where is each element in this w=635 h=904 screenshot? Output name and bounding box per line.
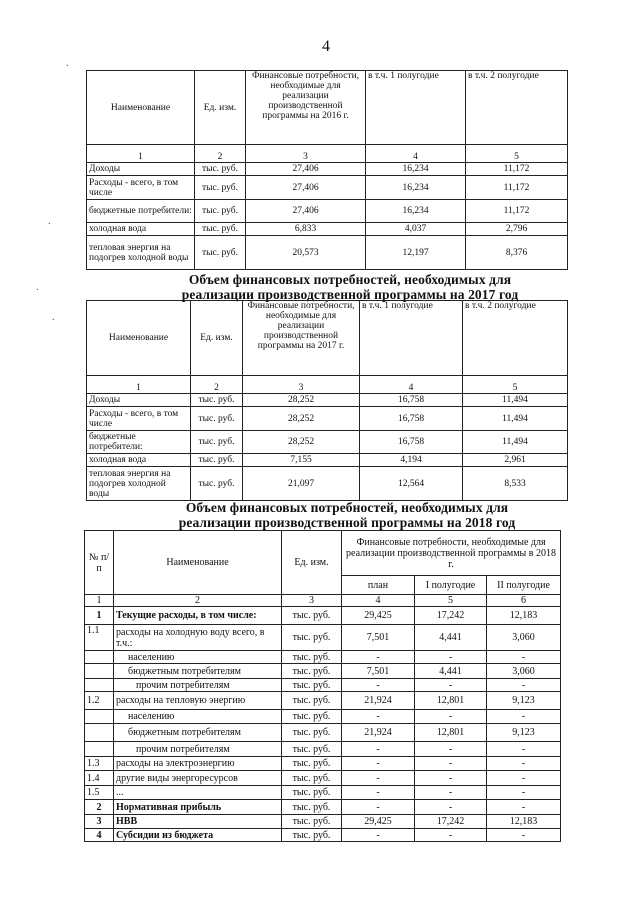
row-value: 11,172 [466,163,568,176]
row-value: - [415,771,487,786]
row-value: 16,758 [360,394,463,407]
row-value: 6,833 [246,223,366,236]
table-2018 [84,530,561,842]
row-num: 1.5 [85,786,114,800]
row-value: 4,194 [360,454,463,467]
row-value: 11,494 [463,407,568,431]
header-name: Наименование [114,531,282,595]
row-value: 12,197 [366,236,466,270]
header-half-2: II полугодие [487,576,561,595]
row-label: холодная вода [87,454,191,467]
header-finance: Финансовые потребности, необходимые для реализации производственной программы на 2017 г. [243,301,360,376]
table-row [85,692,561,710]
row-value: 2,796 [466,223,568,236]
table-row [85,771,561,786]
row-value: 2,961 [463,454,568,467]
row-value: - [487,710,561,724]
row-unit: тыс. руб. [282,786,342,800]
row-value: - [342,651,415,664]
table-row [85,607,561,625]
row-num [85,724,114,742]
table-header-row [85,531,561,576]
row-label: тепловая энергия на подогрев холодной воды [87,467,191,501]
row-unit: тыс. руб. [191,407,243,431]
row-unit: тыс. руб. [282,724,342,742]
header-half-1: в т.ч. 1 полугодие [366,71,466,145]
row-value: - [487,742,561,757]
row-unit: тыс. руб. [191,467,243,501]
row-num [85,742,114,757]
page-number: 4 [322,38,330,55]
row-num: 1.2 [85,692,114,710]
row-value: 8,376 [466,236,568,270]
table-row [85,815,561,829]
row-label: тепловая энергия на подогрев холодной воды [87,236,195,270]
row-value: - [487,757,561,771]
row-label: холодная вода [87,223,195,236]
row-unit: тыс. руб. [282,757,342,771]
table-row [85,679,561,692]
row-value: 28,252 [243,407,360,431]
col-number: 2 [114,595,282,607]
row-value: 28,252 [243,431,360,454]
heading-2018: Объем финансовых потребностей, необходимых для реализации производственной программы на 2018 год [178,500,516,530]
row-value: - [415,757,487,771]
table-row [85,724,561,742]
row-num: 3 [85,815,114,829]
row-value: 21,924 [342,724,415,742]
row-value: 9,123 [487,724,561,742]
column-numbers-row [87,376,568,394]
column-numbers-row [85,595,561,607]
row-label: Нормативная прибыль [114,800,282,815]
row-value: - [487,786,561,800]
row-label: Доходы [87,163,195,176]
row-unit: тыс. руб. [195,223,246,236]
row-value: 17,242 [415,607,487,625]
row-value: - [342,800,415,815]
col-number: 5 [415,595,487,607]
row-unit: тыс. руб. [191,454,243,467]
col-number: 2 [191,376,243,394]
row-unit: тыс. руб. [282,815,342,829]
table-row [85,786,561,800]
row-value: - [415,742,487,757]
table-2016 [86,70,568,270]
table-row [87,454,568,467]
col-number: 6 [487,595,561,607]
row-label: другие виды энергоресурсов [114,771,282,786]
row-label: бюджетные потребители: [87,200,195,223]
table-2017 [86,300,568,501]
col-number: 4 [366,145,466,163]
row-value: 7,501 [342,664,415,679]
row-value: 12,183 [487,815,561,829]
row-value: - [342,829,415,842]
row-unit: тыс. руб. [282,651,342,664]
row-value: 29,425 [342,607,415,625]
row-label: ... [114,786,282,800]
row-value: 8,533 [463,467,568,501]
table-header-row [87,71,568,145]
row-num: 1.1 [85,625,114,651]
row-value: 4,441 [415,664,487,679]
row-unit: тыс. руб. [282,771,342,786]
row-unit: тыс. руб. [282,679,342,692]
header-name: Наименование [87,71,195,145]
row-value: - [487,679,561,692]
header-finance: Финансовые потребности, необходимые для реализации производственной программы в 2018 г. [342,531,561,576]
row-unit: тыс. руб. [191,431,243,454]
row-label: Текущие расходы, в том числе: [114,607,282,625]
table-row [87,163,568,176]
scan-speck: . [66,58,69,69]
row-unit: тыс. руб. [282,710,342,724]
row-num: 1 [85,607,114,625]
row-value: - [342,757,415,771]
row-label: Субсидии из бюджета [114,829,282,842]
header-name: Наименование [87,301,191,376]
table-row [85,742,561,757]
row-unit: тыс. руб. [282,800,342,815]
row-label: бюджетным потребителям [114,664,282,679]
row-unit: тыс. руб. [282,692,342,710]
scan-speck: . [36,282,39,293]
row-label: Расходы - всего, в том числе [87,176,195,200]
row-value: - [487,771,561,786]
row-value: 7,501 [342,625,415,651]
table-row [85,710,561,724]
header-half-1: в т.ч. 1 полугодие [360,301,463,376]
scan-speck: . [52,312,55,323]
col-number: 3 [246,145,366,163]
row-num: 1.4 [85,771,114,786]
table-row [87,236,568,270]
row-value: - [342,742,415,757]
table-row [87,431,568,454]
row-label: Доходы [87,394,191,407]
row-value: 20,573 [246,236,366,270]
row-label: расходы на электроэнергию [114,757,282,771]
row-value: - [487,829,561,842]
row-label: расходы на тепловую энергию [114,692,282,710]
row-value: - [342,710,415,724]
table-row [87,394,568,407]
table-row [85,757,561,771]
row-value: 16,234 [366,200,466,223]
row-value: 27,406 [246,200,366,223]
row-value: 16,234 [366,163,466,176]
row-value: 16,758 [360,431,463,454]
row-label: НВВ [114,815,282,829]
col-number: 3 [243,376,360,394]
row-num [85,710,114,724]
header-half-2: в т.ч. 2 полугодие [466,71,568,145]
row-label: прочим потребителям [114,679,282,692]
col-number: 4 [360,376,463,394]
row-label: населению [114,651,282,664]
row-value: 12,801 [415,724,487,742]
col-number: 5 [463,376,568,394]
row-label: прочим потребителям [114,742,282,757]
row-value: 27,406 [246,163,366,176]
table-header-row [87,301,568,376]
row-value: 3,060 [487,664,561,679]
row-unit: тыс. руб. [195,176,246,200]
row-value: 28,252 [243,394,360,407]
row-value: 4,441 [415,625,487,651]
row-value: 11,494 [463,431,568,454]
header-plan: план [342,576,415,595]
row-value: - [342,771,415,786]
row-unit: тыс. руб. [282,664,342,679]
row-num [85,679,114,692]
row-value: - [415,829,487,842]
row-unit: тыс. руб. [282,607,342,625]
row-value: - [487,651,561,664]
table-row [87,200,568,223]
row-value: - [415,800,487,815]
row-num: 1.3 [85,757,114,771]
col-number: 4 [342,595,415,607]
row-num: 4 [85,829,114,842]
header-finance: Финансовые потребности, необходимые для реализации производственной программы на 2016 г. [246,71,366,145]
row-value: 16,758 [360,407,463,431]
header-unit: Ед. изм. [195,71,246,145]
row-unit: тыс. руб. [282,829,342,842]
row-value: 9,123 [487,692,561,710]
row-value: 27,406 [246,176,366,200]
row-value: 21,097 [243,467,360,501]
row-num [85,651,114,664]
row-value: - [487,800,561,815]
table-row [85,651,561,664]
row-value: 4,037 [366,223,466,236]
row-num [85,664,114,679]
row-value: 12,183 [487,607,561,625]
row-label: бюджетные потребители: [87,431,191,454]
table-row [87,407,568,431]
row-unit: тыс. руб. [195,236,246,270]
row-value: 21,924 [342,692,415,710]
row-value: 12,801 [415,692,487,710]
row-value: 11,172 [466,176,568,200]
row-value: 17,242 [415,815,487,829]
row-value: - [415,679,487,692]
scan-speck: . [48,216,51,227]
row-value: 3,060 [487,625,561,651]
table-row [87,467,568,501]
table-row [85,625,561,651]
col-number: 5 [466,145,568,163]
row-value: 7,155 [243,454,360,467]
table-row [85,800,561,815]
col-number: 1 [87,145,195,163]
row-value: - [415,651,487,664]
col-number: 3 [282,595,342,607]
row-label: населению [114,710,282,724]
row-value: 12,564 [360,467,463,501]
row-value: - [342,786,415,800]
row-num: 2 [85,800,114,815]
row-value: 16,234 [366,176,466,200]
row-unit: тыс. руб. [282,625,342,651]
column-numbers-row [87,145,568,163]
row-label: Расходы - всего, в том числе [87,407,191,431]
header-num: № п/п [85,531,114,595]
col-number: 2 [195,145,246,163]
header-unit: Ед. изм. [191,301,243,376]
row-unit: тыс. руб. [195,163,246,176]
col-number: 1 [85,595,114,607]
table-row [87,223,568,236]
header-unit: Ед. изм. [282,531,342,595]
row-label: бюджетным потребителям [114,724,282,742]
header-half-1: I полугодие [415,576,487,595]
table-row [87,176,568,200]
row-value: - [415,710,487,724]
header-half-2: в т.ч. 2 полугодие [463,301,568,376]
row-value: - [342,679,415,692]
table-row [85,829,561,842]
row-label: расходы на холодную воду всего, в т.ч.: [114,625,282,651]
table-row [85,664,561,679]
row-unit: тыс. руб. [195,200,246,223]
heading-2017: Объем финансовых потребностей, необходимых для реализации производственной программы на 2017 год [181,272,519,302]
row-value: 11,494 [463,394,568,407]
row-unit: тыс. руб. [282,742,342,757]
row-value: 11,172 [466,200,568,223]
row-value: - [415,786,487,800]
col-number: 1 [87,376,191,394]
row-unit: тыс. руб. [191,394,243,407]
row-value: 29,425 [342,815,415,829]
